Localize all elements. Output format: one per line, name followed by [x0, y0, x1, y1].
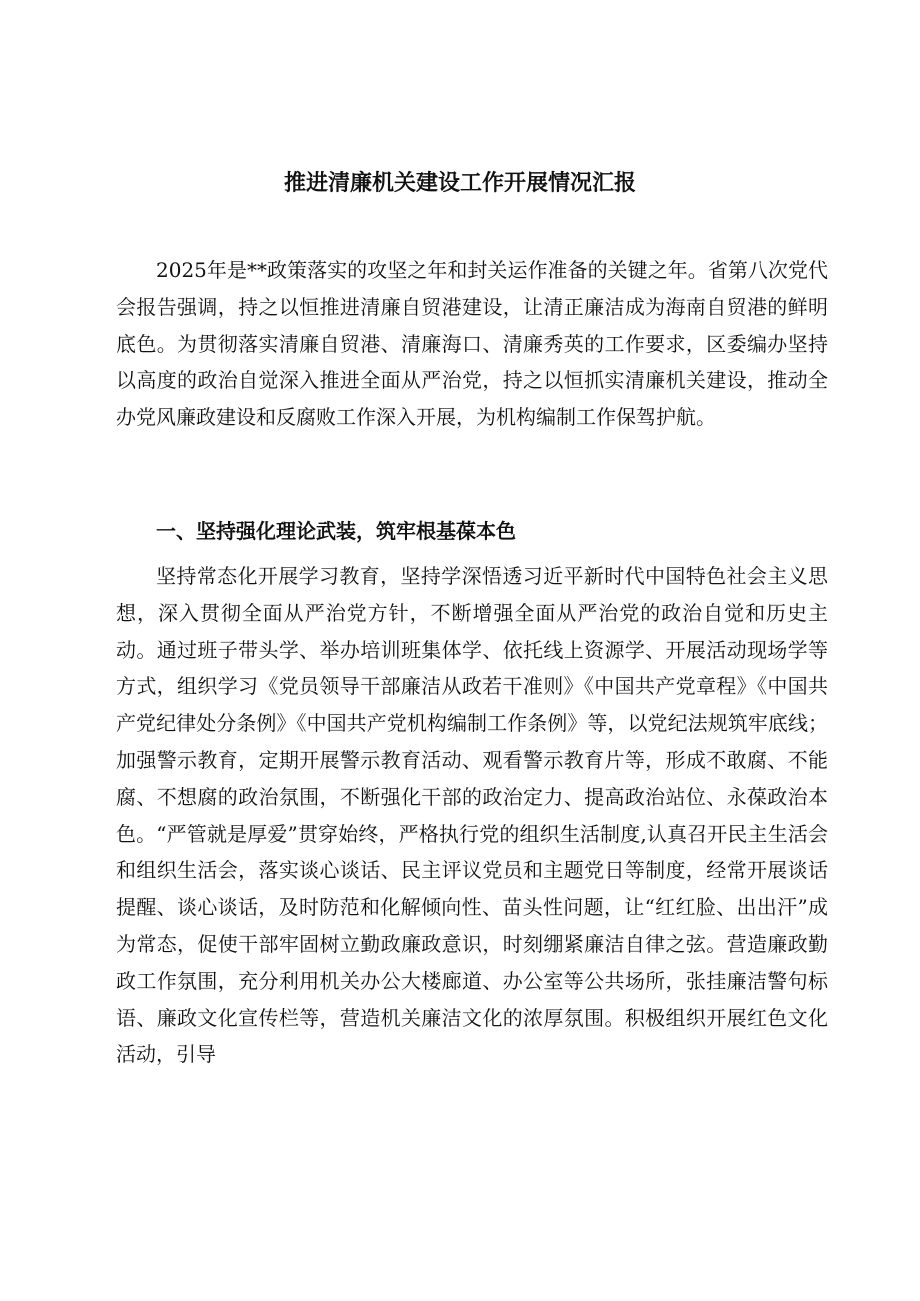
- intro-paragraph: 2025年是**政策落实的攻坚之年和封关运作准备的关键之年。省第八次党代会报告强调，持之以恒推进清廉自贸港建设，让清正廉洁成为海南自贸港的鲜明底色。为贯彻落实清廉自贸港、清廉海口、清廉秀英的工作要求，区委编办坚持以高度的政治自觉深入推进全面从严治党，持之以恒抓实清廉机关建设，推动全办党风廉政建设和反腐败工作深入开展，为机构编制工作保驾护航。: [116, 258, 828, 430]
- document-title: 推进清廉机关建设工作开展情况汇报: [283, 171, 636, 196]
- section-heading-1: 一、坚持强化理论武装，筑牢根基葆本色: [156, 519, 516, 543]
- section-1-paragraph: 坚持常态化开展学习教育，坚持学深悟透习近平新时代中国特色社会主义思想，深入贯彻全面从严治党方针，不断增强全面从严治党的政治自觉和历史主动。通过班子带头学、举办培训班集体学、依托线上资源学、开展活动现场学等方式，组织学习《党员领导干部廉洁从政若干准则》《中国共产党章程》《中国共产党纪律处分条例》《中国共产党机构编制工作条例》等，以党纪法规筑牢底线；加强警示教育，定期开展警示教育活动、观看警示教育片等，形成不敢腐、不能腐、不想腐的政治氛围，不断强化干部的政治定力、提高政治站位、永葆政治本色。“严管就是厚爱”贯穿始终，严格执行党的组织生活制度,认真召开民主生活会和组织生活会，落实谈心谈话、民主评议党员和主题党日等制度，经常开展谈话提醒、谈心谈话，及时防范和化解倾向性、苗头性问题，让“红红脸、出出汗”成为常态，促使干部牢固树立勤政廉政意识，时刻绷紧廉洁自律之弦。营造廉政勤政工作氛围，充分利用机关办公大楼廊道、办公室等公共场所，张挂廉洁警句标语、廉政文化宣传栏等，营造机关廉洁文化的浓厚氛围。积极组织开展红色文化活动，引导: [116, 564, 828, 1067]
